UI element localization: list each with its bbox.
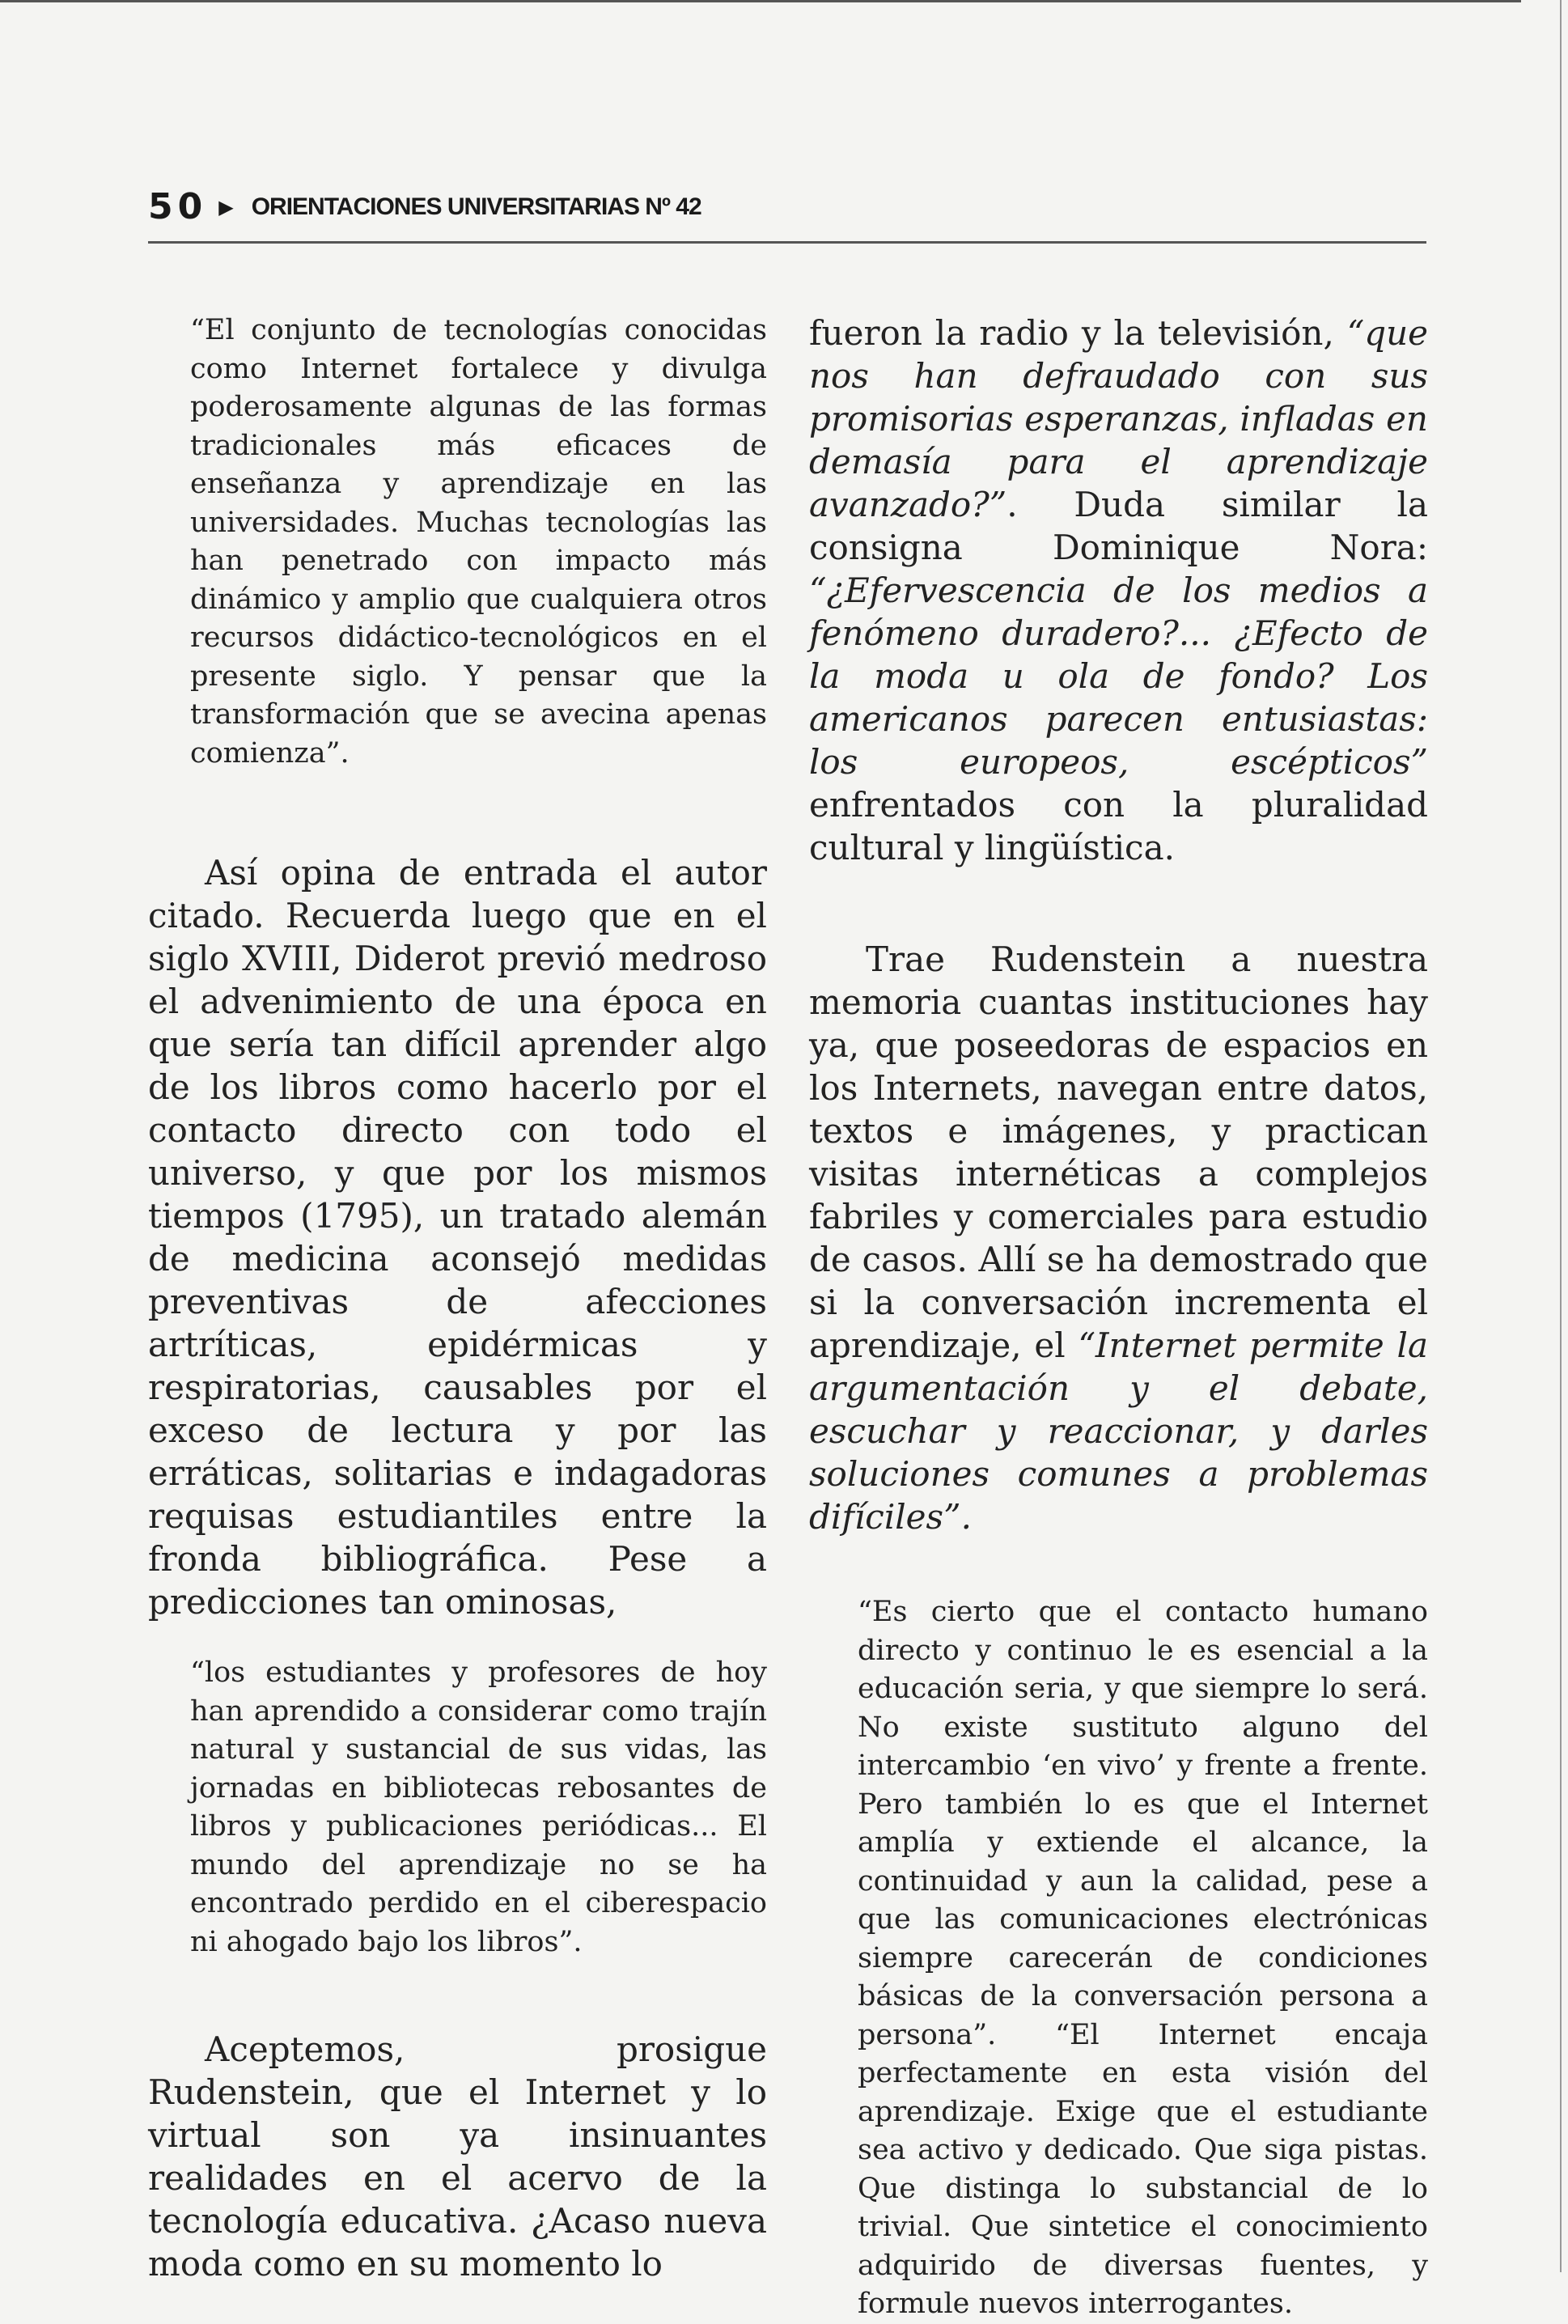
paragraph-continued bbox=[809, 312, 1428, 869]
text-run: enfrentados con la pluralidad cultural y lingüística. bbox=[809, 785, 1428, 867]
paragraph-1: Así opina de entrada el autor citado. Recuerda luego que en el siglo XVIII, Diderot previó medroso el advenimiento de una época en que sería tan difícil aprender algo de los libros como hacerlo por el contacto directo con todo el universo, y que por los mismos tiempos (1795), un tratado alemán de medicina aconsejó medidas preventivas de afecciones artríticas, epidérmicas y respiratorias, causables por el exceso de lectura y por las erráticas, solitarias e indagadoras requisas estudiantiles entre la fronda bibliográfica. Pese a predicciones tan ominosas, bbox=[148, 853, 767, 1622]
block-quote-3: “Es cierto que el contacto humano directo y continuo le es esencial a la educación seria, y que siempre lo será. No existe sustituto alguno del intercambio ‘en vivo’ y frente a frente. Pero también lo es que el Internet amplía y extiende el alcance, la continuidad y aun la calidad, pese a que las comunicaciones electrónicas siempre carecerán de condiciones básicas de la conversación persona a persona”. “El Internet encaja perfectamente en esta visión del aprendizaje. Exige que el estudiante sea activo y dedicado. Que siga pistas. Que distinga lo substancial de lo trivial. Que sintetice el conocimiento adquirido de diversas fuentes, y formule nuevos interrogantes. bbox=[858, 1596, 1428, 2320]
triangle-arrow-icon: ▶ bbox=[218, 195, 234, 218]
running-header bbox=[148, 186, 701, 227]
page-top-edge bbox=[0, 0, 1521, 2]
page-number: 50 bbox=[148, 186, 208, 227]
italic-quote: “Internet permite la argumentación y el debate, escuchar y reaccionar, y darles soluciones comunes a problemas difíciles”. bbox=[809, 1325, 1428, 1537]
italic-quote: “que nos han defraudado con sus promisorias esperanzas, infladas en demasía para el aprendizaje avanzado?” bbox=[809, 313, 1428, 524]
italic-quote: “¿Efervescencia de los medios a fenómeno duradero?... ¿Efecto de la moda u ola de fondo? Los americanos parecen entusiastas: los europeos, escépticos” bbox=[809, 570, 1428, 782]
block-quote-1: “El conjunto de tecnologías conocidas como Internet fortalece y divulga poderosamente algunas de las formas tradicionales más eficaces de enseñanza y aprendizaje en las universidades. Muchas tecnologías las han penetrado con impacto más dinámico y amplio que cualquiera otros recursos didáctico-tecnológicos en el presente siglo. Y pensar que la transformación que se avecina apenas comienza”. bbox=[190, 314, 767, 770]
paragraph-2: Aceptemos, prosigue Rudenstein, que el Internet y lo virtual son ya insinuantes realidades en el acervo de la tecnología educativa. ¿Acaso nueva moda como en su momento lo bbox=[148, 2029, 767, 2284]
journal-title: ORIENTACIONES UNIVERSITARIAS Nº 42 bbox=[251, 193, 701, 220]
header-rule bbox=[148, 241, 1426, 244]
text-run: . Duda similar la consigna Dominique Nora: bbox=[809, 485, 1428, 567]
page-right-edge bbox=[1560, 0, 1562, 2272]
text-run: Trae Rudenstein a nuestra memoria cuantas instituciones hay ya, que poseedoras de espacios en los Internets, navegan entre datos, textos e imágenes, y practican visitas internéticas a complejos fabriles y comerciales para estudio de casos. Allí se ha demostrado que si la conversación incrementa el aprendizaje, el bbox=[809, 939, 1428, 1365]
paragraph-3 bbox=[809, 938, 1428, 1538]
block-quote-2: “los estudiantes y profesores de hoy han aprendido a considerar como trajín natural y sustancial de sus vidas, las jornadas en bibliotecas rebosantes de libros y publicaciones periódicas... El mundo del aprendizaje no se ha encontrado perdido en el ciberespacio ni ahogado bajo los libros”. bbox=[190, 1656, 767, 1958]
text-run: fueron la radio y la televisión, bbox=[809, 313, 1347, 353]
left-column bbox=[148, 312, 767, 2285]
right-column bbox=[809, 312, 1428, 2324]
